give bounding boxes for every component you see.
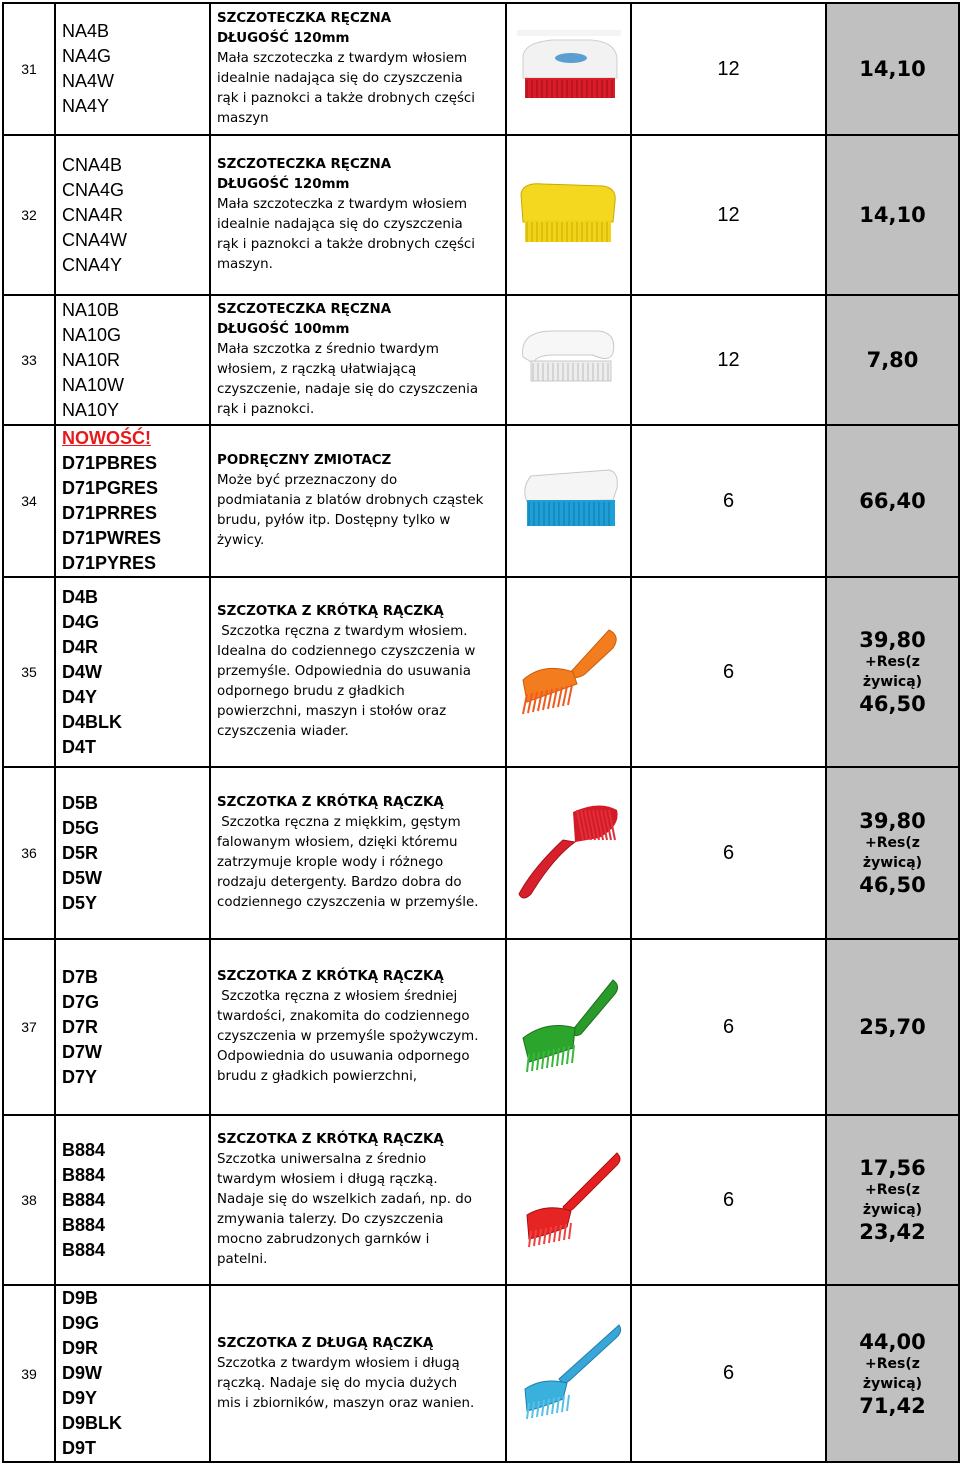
price-with-resin: 71,42: [859, 1393, 926, 1418]
white-nail-brush-red-bristles-icon: [507, 26, 630, 112]
blue-hand-brush-icon: [507, 458, 630, 544]
product-title: SZCZOTKA Z KRÓTKĄ RĄCZKĄ: [217, 969, 444, 984]
description-line: maszyn.: [217, 257, 273, 272]
package-quantity: 6: [631, 1285, 826, 1462]
price-cell: [826, 767, 959, 939]
product-code: B884: [62, 1214, 106, 1235]
package-quantity: 12: [631, 3, 826, 135]
description-line: mocno zabrudzonych garnków i: [217, 1232, 430, 1247]
product-description: [210, 1115, 506, 1285]
product-title: SZCZOTECZKA RĘCZNA: [217, 11, 392, 26]
package-quantity: 6: [631, 767, 826, 939]
description-line: Mała szczoteczka z twardym włosiem: [217, 197, 468, 212]
product-code: NA10R: [62, 349, 121, 370]
product-codes: [55, 425, 210, 577]
product-title: SZCZOTKA Z KRÓTKĄ RĄCZKĄ: [217, 604, 444, 619]
product-title: PODRĘCZNY ZMIOTACZ: [217, 453, 392, 468]
product-image: [506, 939, 631, 1115]
price-cell: [826, 1115, 959, 1285]
product-table-body: [3, 3, 959, 1462]
description-line: zmywania talerzy. Do czyszczenia: [217, 1212, 444, 1227]
product-table: [2, 2, 960, 1463]
product-code: CNA4B: [62, 154, 123, 175]
product-image: [506, 295, 631, 425]
description-line: Szczotka uniwersalna z średnio: [217, 1152, 427, 1167]
description-line: twardym włosiem i długą rączką.: [217, 1172, 438, 1187]
description-line: powierzchni, maszyn i stołów oraz: [217, 704, 447, 719]
product-code: B884: [62, 1164, 106, 1185]
product-title: SZCZOTKA Z DŁUGĄ RĄCZKĄ: [217, 1335, 434, 1351]
description-line: twardości, znakomita do codziennego: [217, 1009, 470, 1024]
product-code: D9W: [62, 1363, 102, 1383]
product-image: [506, 767, 631, 939]
product-code: NA4Y: [62, 96, 110, 116]
product-codes: [55, 3, 210, 135]
price-with-resin: 23,42: [859, 1220, 926, 1244]
product-code: B884: [62, 1189, 106, 1210]
description-line: Szczotka ręczna z miękkim, gęstym: [217, 815, 461, 830]
product-image: [506, 425, 631, 577]
product-title: SZCZOTECZKA RĘCZNA: [217, 302, 392, 317]
description-line: mis i zbiorników, maszyn oraz wanien.: [217, 1395, 475, 1411]
price: 17,56: [859, 1156, 926, 1180]
product-code: D7W: [62, 1041, 102, 1062]
product-code: CNA4G: [62, 179, 125, 200]
yellow-nail-brush-icon: [507, 172, 630, 258]
product-description: [210, 939, 506, 1115]
price-cell: [826, 295, 959, 425]
description-line: Może być przeznaczony do: [217, 473, 398, 488]
price-cell: [826, 425, 959, 577]
row-number: 34: [3, 425, 55, 577]
description-line: Idealna do codziennego czyszczenia w: [217, 644, 476, 659]
product-title: SZCZOTKA Z KRÓTKĄ RĄCZKĄ: [217, 1132, 444, 1147]
product-code: D5W: [62, 867, 102, 888]
package-quantity: 6: [631, 425, 826, 577]
product-description: [210, 135, 506, 295]
product-row: [3, 295, 959, 425]
product-code: D71PRRES: [62, 503, 158, 523]
product-code: NA4W: [62, 71, 115, 91]
description-line: Szczotka ręczna z włosiem średniej: [217, 989, 458, 1004]
product-codes: [55, 939, 210, 1115]
product-code: D71PYRES: [62, 553, 157, 573]
product-code: D71PGRES: [62, 478, 159, 498]
product-code: B884: [62, 1239, 106, 1260]
product-description: [210, 295, 506, 425]
blue-long-handle-brush-icon: [507, 1319, 630, 1429]
product-code: D4R: [62, 636, 99, 657]
description-line: Nadaje się do wszelkich zadań, np. do: [217, 1192, 472, 1207]
description-line: czyszczenie, nadaje się do czyszczenia: [217, 382, 479, 397]
product-codes: [55, 1115, 210, 1285]
product-code: D71PBRES: [62, 453, 158, 473]
white-handle-nail-brush-icon: [507, 317, 630, 403]
product-code: D4T: [62, 736, 97, 757]
product-code: D9Y: [62, 1388, 98, 1408]
description-line: brudu, pyłów itp. Dostępny tylko w: [217, 513, 451, 528]
price: 14,10: [859, 57, 926, 81]
price-cell: [826, 577, 959, 767]
price-cell: [826, 1285, 959, 1462]
price-cell: [826, 939, 959, 1115]
product-code: D9T: [62, 1438, 97, 1458]
product-codes: [55, 1285, 210, 1462]
product-row: [3, 3, 959, 135]
product-code: D9B: [62, 1288, 99, 1308]
product-row: [3, 939, 959, 1115]
row-number: 35: [3, 577, 55, 767]
product-image: [506, 1115, 631, 1285]
product-code: NA10Y: [62, 399, 120, 420]
description-line: Mała szczotka z średnio twardym: [217, 342, 439, 357]
package-quantity: 6: [631, 1115, 826, 1285]
product-image: [506, 577, 631, 767]
description-line: czyszczenia w przemyśle spożywczym.: [217, 1029, 479, 1044]
package-quantity: 6: [631, 577, 826, 767]
product-image: [506, 135, 631, 295]
product-code: NA10G: [62, 324, 122, 345]
product-code: D7R: [62, 1016, 99, 1037]
description-line: rodzaju detergenty. Bardzo dobra do: [217, 875, 462, 890]
price: 66,40: [859, 489, 926, 513]
price: 25,70: [859, 1015, 926, 1039]
row-number: 33: [3, 295, 55, 425]
price: 14,10: [859, 203, 926, 227]
product-code: NA4B: [62, 21, 110, 41]
row-number: 36: [3, 767, 55, 939]
description-line: przemyśle. Odpowiednia do usuwania: [217, 664, 471, 679]
red-long-handle-brush-icon: [507, 1145, 630, 1255]
product-length: DŁUGOŚĆ 100mm: [217, 322, 350, 337]
product-row: [3, 767, 959, 939]
description-line: czyszczenia wiader.: [217, 724, 349, 739]
description-line: falowanym włosiem, dzięki któremu: [217, 835, 458, 850]
price: 44,00: [859, 1329, 926, 1354]
description-line: Szczotka z twardym włosiem i długą: [217, 1355, 460, 1371]
product-description: [210, 767, 506, 939]
product-title: SZCZOTKA Z KRÓTKĄ RĄCZKĄ: [217, 795, 444, 810]
product-code: D5G: [62, 817, 100, 838]
product-code: D4BLK: [62, 711, 123, 732]
product-description: [210, 3, 506, 135]
row-number: 32: [3, 135, 55, 295]
product-code: D7G: [62, 991, 100, 1012]
description-line: rąk i paznokci a także drobnych części: [217, 91, 476, 106]
product-code: NA10W: [62, 374, 125, 395]
product-code: D5R: [62, 842, 99, 863]
price-cell: [826, 3, 959, 135]
package-quantity: 6: [631, 939, 826, 1115]
product-row: [3, 1285, 959, 1462]
description-line: brudu z gładkich powierzchni,: [217, 1069, 418, 1084]
product-code: D7B: [62, 966, 99, 987]
product-code: D5B: [62, 792, 99, 813]
product-codes: [55, 767, 210, 939]
price-with-resin: 46,50: [859, 692, 926, 716]
product-codes: [55, 295, 210, 425]
product-codes: [55, 135, 210, 295]
row-number: 38: [3, 1115, 55, 1285]
description-line: zatrzymuje krople wody i różnego: [217, 855, 444, 870]
product-image: [506, 3, 631, 135]
product-code: B884: [62, 1139, 106, 1160]
description-line: patelni.: [217, 1252, 268, 1267]
product-code: D9BLK: [62, 1413, 123, 1433]
description-line: Odpowiednia do usuwania odpornego: [217, 1049, 470, 1064]
product-row: [3, 135, 959, 295]
product-description: [210, 425, 506, 577]
description-line: włosiem, z rączką ułatwiającą: [217, 362, 417, 377]
product-code: D4W: [62, 661, 102, 682]
description-line: podmiatania z blatów drobnych cząstek: [217, 493, 484, 508]
product-code: CNA4W: [62, 229, 128, 250]
price: 39,80: [859, 628, 926, 652]
row-number: 31: [3, 3, 55, 135]
product-code: D4Y: [62, 686, 98, 707]
description-line: Mała szczoteczka z twardym włosiem: [217, 51, 468, 66]
description-line: rączką. Nadaje się do mycia dużych: [217, 1375, 458, 1391]
product-codes: [55, 577, 210, 767]
product-code: CNA4Y: [62, 254, 123, 275]
price-cell: [826, 135, 959, 295]
product-code: CNA4R: [62, 204, 124, 225]
product-row: [3, 425, 959, 577]
product-length: DŁUGOŚĆ 120mm: [217, 177, 350, 192]
product-length: DŁUGOŚĆ 120mm: [217, 31, 350, 46]
price: 39,80: [859, 809, 926, 833]
orange-short-handle-brush-icon: [507, 622, 630, 722]
product-code: D5Y: [62, 892, 98, 913]
description-line: idealnie nadająca się do czyszczenia: [217, 71, 463, 86]
red-soft-brush-icon: [507, 798, 630, 908]
description-line: żywicy.: [217, 533, 265, 548]
row-number: 39: [3, 1285, 55, 1462]
product-image: [506, 1285, 631, 1462]
resin-label: +Res(z żywicą): [862, 654, 923, 690]
description-line: codziennego czyszczenia w przemyśle.: [217, 895, 479, 910]
product-code: D7Y: [62, 1066, 98, 1087]
product-description: [210, 1285, 506, 1462]
product-code: D9G: [62, 1313, 100, 1333]
product-row: [3, 1115, 959, 1285]
description-line: Szczotka ręczna z twardym włosiem.: [217, 624, 468, 639]
description-line: odpornego brudu z gładkich: [217, 684, 405, 699]
price: 7,80: [866, 348, 919, 372]
product-code: NA4G: [62, 46, 112, 66]
price-with-resin: 46,50: [859, 873, 926, 897]
product-code: D71PWRES: [62, 528, 162, 548]
description-line: rąk i paznokci a także drobnych części: [217, 237, 476, 252]
resin-label: +Res(z żywicą): [862, 1182, 923, 1218]
description-line: maszyn: [217, 111, 269, 126]
new-badge: NOWOŚĆ!: [62, 428, 151, 448]
description-line: idealnie nadająca się do czyszczenia: [217, 217, 463, 232]
package-quantity: 12: [631, 295, 826, 425]
product-code: D4B: [62, 586, 99, 607]
package-quantity: 12: [631, 135, 826, 295]
product-title: SZCZOTECZKA RĘCZNA: [217, 157, 392, 172]
green-short-handle-brush-icon: [507, 972, 630, 1082]
product-code: D9R: [62, 1338, 99, 1358]
product-description: [210, 577, 506, 767]
product-code: NA10B: [62, 299, 120, 320]
resin-label: +Res(z żywicą): [862, 835, 923, 871]
row-number: 37: [3, 939, 55, 1115]
product-row: [3, 577, 959, 767]
description-line: rąk i paznokci.: [217, 402, 315, 417]
product-code: D4G: [62, 611, 100, 632]
resin-label: +Res(z żywicą): [862, 1355, 923, 1392]
